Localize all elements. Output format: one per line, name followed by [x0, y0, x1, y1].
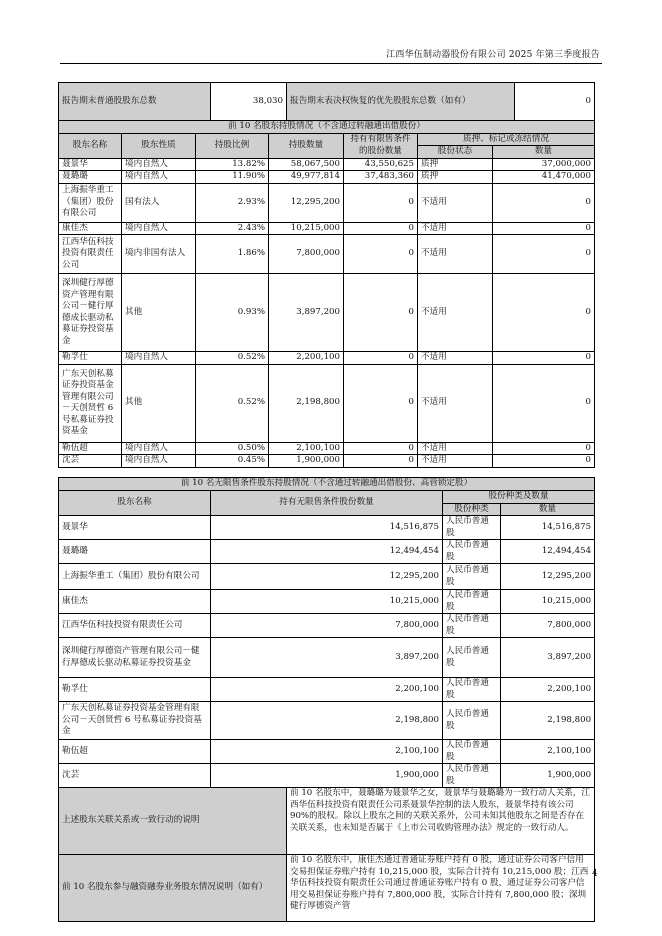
cell-restricted: 0	[344, 274, 418, 352]
cell-status: 不适用	[418, 274, 493, 352]
margin-trading-label: 前 10 名股东参与融资融券业务股东情况说明（如有）	[59, 855, 287, 922]
cell-nature: 境内自然人	[122, 352, 196, 365]
header-divider	[60, 63, 602, 64]
cell-qty: 3,897,200	[269, 274, 344, 352]
cell-qty: 7,800,000	[269, 235, 344, 274]
col-header-name: 股东名称	[59, 491, 211, 516]
cell-ratio: 0.52%	[196, 352, 269, 365]
cell-name: 勒伍超	[59, 740, 211, 764]
cell-nature: 境内自然人	[122, 158, 196, 171]
cell-restricted: 0	[344, 455, 418, 468]
cell-pledge-qty: 0	[493, 235, 595, 274]
cell-type-qty: 2,100,100	[501, 740, 595, 764]
cell-type: 人民币普通股	[443, 764, 501, 788]
cell-type: 人民币普通股	[443, 516, 501, 540]
cell-qty: 14,516,875	[211, 516, 443, 540]
cell-status: 不适用	[418, 442, 493, 455]
cell-name: 上海振华重工（集团）股份有限公司	[59, 564, 211, 590]
cell-restricted: 0	[344, 183, 418, 222]
cell-qty: 2,100,100	[211, 740, 443, 764]
table-row	[59, 516, 595, 540]
table-row	[59, 222, 595, 235]
cell-qty: 2,198,800	[211, 702, 443, 740]
table-row	[59, 455, 595, 468]
summary-table	[58, 82, 595, 121]
cell-qty: 2,198,800	[269, 364, 344, 442]
cell-nature: 其他	[122, 364, 196, 442]
summary-pref-label: 报告期末表决权恢复的优先股股东总数（如有）	[287, 83, 515, 121]
cell-name: 聂璐璐	[59, 540, 211, 564]
cell-name: 广东天创私募证券投资基金管理有限公司－天创贤哲 6 号私募证券投资基金	[59, 364, 122, 442]
cell-name: 沈芸	[59, 764, 211, 788]
page-number: 4	[592, 869, 598, 879]
report-header-title: 江西华伍制动器股份有限公司 2025 年第三季度报告	[386, 50, 600, 60]
cell-qty: 49,977,814	[269, 171, 344, 184]
cell-pledge-qty: 0	[493, 442, 595, 455]
cell-status: 质押	[418, 171, 493, 184]
col-header-pledge: 质押、标记或冻结情况	[418, 133, 595, 146]
related-parties-text: 前 10 名股东中，聂璐璐为聂景华之女，聂景华与聂璐璐为一致行动人关系，江西华伍科技投资有限责任公司系聂景华控制的法人股东，聂景华持有该公司 90%的股权。除以上股东之间的关联关系外，公司未知其他股东之间是否存在关联关系，也未知是否属于《上市公司收购管理办法》规定的一致行动人。	[287, 788, 595, 855]
col-header-status: 股份状态	[418, 146, 493, 159]
col-header-type-group: 股份种类及数量	[443, 491, 595, 504]
cell-type-qty: 7,800,000	[501, 614, 595, 638]
cell-nature: 其他	[122, 274, 196, 352]
col-header-type-qty: 数量	[501, 503, 595, 516]
related-parties-label: 上述股东关联关系或一致行动的说明	[59, 788, 287, 855]
cell-pledge-qty: 0	[493, 364, 595, 442]
cell-type-qty: 12,295,200	[501, 564, 595, 590]
col-header-nature: 股东性质	[122, 133, 196, 158]
cell-restricted: 43,550,625	[344, 158, 418, 171]
cell-type: 人民币普通股	[443, 540, 501, 564]
cell-name: 勒孚仕	[59, 678, 211, 702]
unrestricted-title: 前 10 名无限售条件股东持股情况（不含通过转融通出借股份、高管锁定股）	[59, 478, 595, 491]
col-header-name: 股东名称	[59, 133, 122, 158]
cell-qty: 7,800,000	[211, 614, 443, 638]
cell-pledge-qty: 41,470,000	[493, 171, 595, 184]
cell-status: 不适用	[418, 352, 493, 365]
cell-restricted: 0	[344, 235, 418, 274]
cell-name: 沈芸	[59, 455, 122, 468]
summary-label: 报告期末普通股股东总数	[59, 83, 211, 121]
margin-trading-text: 前 10 名股东中，康佳杰通过普通证券账户持有 0 股，通过证券公司客户信用交易担保证券账户持有 10,215,000 股，实际合计持有 10,215,000 股；江西华伍科技投资有限责任公司通过普通证券账户持有 0 股，通过证券公司客户信用交易担保证券账户持有 7,800,000 股，实际合计持有 7,800,000 股；深圳健行厚德资产管	[287, 855, 595, 922]
cell-pledge-qty: 0	[493, 274, 595, 352]
cell-type-qty: 2,200,100	[501, 678, 595, 702]
cell-qty: 10,215,000	[211, 590, 443, 614]
cell-qty: 12,295,200	[211, 564, 443, 590]
cell-ratio: 0.45%	[196, 455, 269, 468]
cell-name: 深圳健行厚德资产管理有限公司－健行厚德成长驱动私募证券投资基金	[59, 274, 122, 352]
cell-type-qty: 14,516,875	[501, 516, 595, 540]
cell-nature: 境内自然人	[122, 222, 196, 235]
cell-qty: 58,067,500	[269, 158, 344, 171]
cell-status: 质押	[418, 158, 493, 171]
cell-ratio: 13.82%	[196, 158, 269, 171]
cell-restricted: 0	[344, 442, 418, 455]
col-header-unrestricted-qty: 持有无限售条件股份数量	[211, 491, 443, 516]
cell-ratio: 2.93%	[196, 183, 269, 222]
summary-pref-value: 0	[515, 83, 595, 121]
table-row	[59, 614, 595, 638]
cell-name: 聂璐璐	[59, 171, 122, 184]
cell-name: 江西华伍科技投资有限责任公司	[59, 614, 211, 638]
cell-qty: 2,100,100	[269, 442, 344, 455]
cell-restricted: 0	[344, 222, 418, 235]
table-row	[59, 158, 595, 171]
top10-title: 前 10 名股东持股情况（不含通过转融通出借股份）	[59, 121, 595, 134]
table-row	[59, 442, 595, 455]
col-header-type: 股份种类	[443, 503, 501, 516]
cell-ratio: 0.93%	[196, 274, 269, 352]
col-header-ratio: 持股比例	[196, 133, 269, 158]
cell-status: 不适用	[418, 222, 493, 235]
cell-name: 广东天创私募证券投资基金管理有限公司－天创贤哲 6 号私募证券投资基金	[59, 702, 211, 740]
cell-status: 不适用	[418, 235, 493, 274]
cell-qty: 3,897,200	[211, 638, 443, 678]
table-row	[59, 764, 595, 788]
cell-name: 聂景华	[59, 158, 122, 171]
cell-type-qty: 10,215,000	[501, 590, 595, 614]
cell-pledge-qty: 0	[493, 222, 595, 235]
cell-type-qty: 1,900,000	[501, 764, 595, 788]
cell-nature: 境内自然人	[122, 455, 196, 468]
table-row	[59, 740, 595, 764]
cell-name: 深圳健行厚德资产管理有限公司－健行厚德成长驱动私募证券投资基金	[59, 638, 211, 678]
cell-nature: 境内自然人	[122, 171, 196, 184]
cell-qty: 1,900,000	[211, 764, 443, 788]
col-header-qty: 持股数量	[269, 133, 344, 158]
cell-type-qty: 3,897,200	[501, 638, 595, 678]
table-row	[59, 678, 595, 702]
cell-nature: 国有法人	[122, 183, 196, 222]
cell-restricted: 0	[344, 364, 418, 442]
cell-name: 上海振华重工（集团）股份有限公司	[59, 183, 122, 222]
table-row	[59, 638, 595, 678]
table-row	[59, 171, 595, 184]
unrestricted-table	[58, 477, 595, 922]
table-row	[59, 564, 595, 590]
cell-restricted: 0	[344, 352, 418, 365]
table-row	[59, 352, 595, 365]
cell-status: 不适用	[418, 364, 493, 442]
cell-pledge-qty: 0	[493, 352, 595, 365]
cell-type: 人民币普通股	[443, 702, 501, 740]
cell-ratio: 0.52%	[196, 364, 269, 442]
summary-value: 38,030	[211, 83, 287, 121]
table-row	[59, 590, 595, 614]
cell-restricted: 37,483,360	[344, 171, 418, 184]
cell-type: 人民币普通股	[443, 564, 501, 590]
cell-name: 勒伍超	[59, 442, 122, 455]
cell-name: 江西华伍科技投资有限责任公司	[59, 235, 122, 274]
cell-name: 勒孚仕	[59, 352, 122, 365]
cell-type: 人民币普通股	[443, 740, 501, 764]
cell-ratio: 2.43%	[196, 222, 269, 235]
table-row	[59, 364, 595, 442]
cell-pledge-qty: 0	[493, 455, 595, 468]
cell-type: 人民币普通股	[443, 678, 501, 702]
cell-type-qty: 12,494,454	[501, 540, 595, 564]
cell-qty: 12,494,454	[211, 540, 443, 564]
table-row	[59, 274, 595, 352]
table-row	[59, 235, 595, 274]
table-row	[59, 183, 595, 222]
cell-qty: 2,200,100	[269, 352, 344, 365]
cell-pledge-qty: 37,000,000	[493, 158, 595, 171]
cell-name: 康佳杰	[59, 222, 122, 235]
cell-type: 人民币普通股	[443, 614, 501, 638]
cell-type-qty: 2,198,800	[501, 702, 595, 740]
col-header-pledge-qty: 数量	[493, 146, 595, 159]
cell-ratio: 1.86%	[196, 235, 269, 274]
cell-status: 不适用	[418, 455, 493, 468]
cell-ratio: 11.90%	[196, 171, 269, 184]
cell-type: 人民币普通股	[443, 590, 501, 614]
cell-type: 人民币普通股	[443, 638, 501, 678]
cell-pledge-qty: 0	[493, 183, 595, 222]
cell-status: 不适用	[418, 183, 493, 222]
cell-name: 康佳杰	[59, 590, 211, 614]
cell-qty: 2,200,100	[211, 678, 443, 702]
cell-qty: 12,295,200	[269, 183, 344, 222]
cell-ratio: 0.50%	[196, 442, 269, 455]
cell-nature: 境内自然人	[122, 442, 196, 455]
cell-qty: 1,900,000	[269, 455, 344, 468]
cell-name: 聂景华	[59, 516, 211, 540]
cell-qty: 10,215,000	[269, 222, 344, 235]
top10-table	[58, 120, 595, 468]
cell-nature: 境内非国有法人	[122, 235, 196, 274]
col-header-restricted: 持有有限售条件的股份数量	[344, 133, 418, 158]
table-row	[59, 702, 595, 740]
table-row	[59, 540, 595, 564]
